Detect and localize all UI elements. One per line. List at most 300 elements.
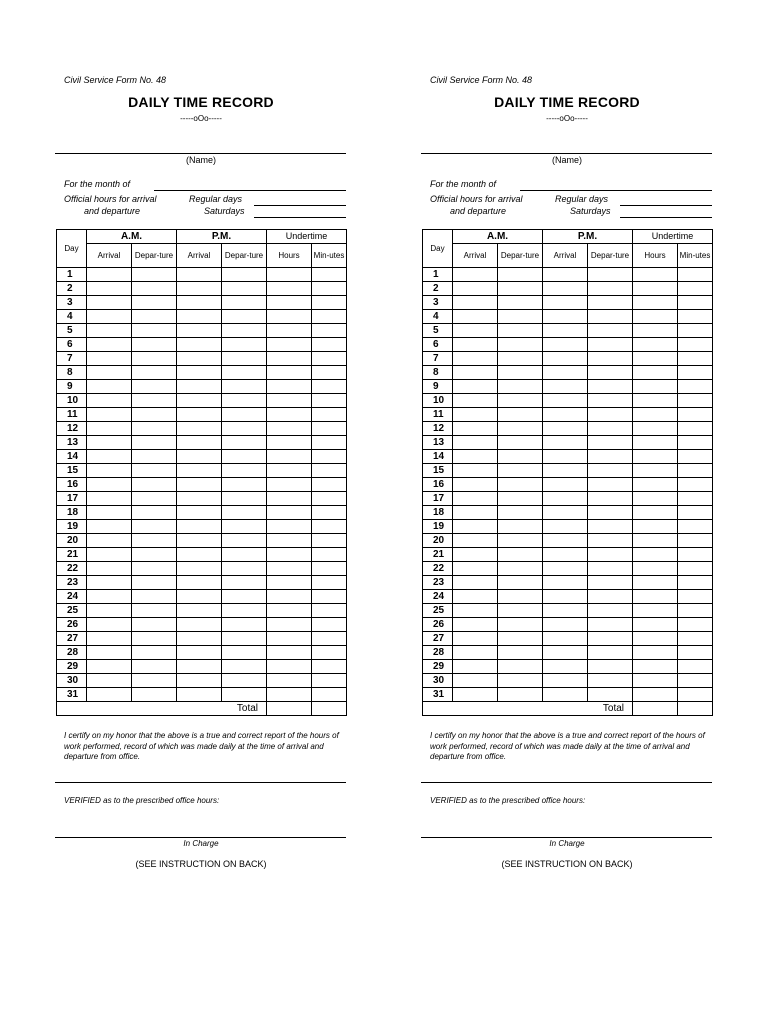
undertime-hours-cell[interactable] — [267, 534, 312, 548]
pm-departure-cell[interactable] — [588, 324, 633, 338]
undertime-minutes-cell[interactable] — [678, 380, 713, 394]
am-departure-cell[interactable] — [498, 492, 543, 506]
am-departure-cell[interactable] — [498, 282, 543, 296]
pm-arrival-cell[interactable] — [177, 492, 222, 506]
undertime-minutes-cell[interactable] — [678, 324, 713, 338]
undertime-minutes-cell[interactable] — [678, 394, 713, 408]
undertime-hours-cell[interactable] — [267, 380, 312, 394]
undertime-minutes-cell[interactable] — [678, 590, 713, 604]
am-arrival-cell[interactable] — [453, 268, 498, 282]
am-arrival-cell[interactable] — [453, 450, 498, 464]
undertime-minutes-cell[interactable] — [312, 688, 347, 702]
am-departure-cell[interactable] — [132, 436, 177, 450]
pm-departure-cell[interactable] — [588, 548, 633, 562]
undertime-hours-cell[interactable] — [267, 562, 312, 576]
am-arrival-cell[interactable] — [87, 646, 132, 660]
pm-arrival-cell[interactable] — [543, 324, 588, 338]
pm-departure-cell[interactable] — [588, 380, 633, 394]
undertime-minutes-cell[interactable] — [678, 478, 713, 492]
pm-arrival-cell[interactable] — [543, 646, 588, 660]
undertime-hours-cell[interactable] — [633, 632, 678, 646]
pm-arrival-cell[interactable] — [543, 520, 588, 534]
undertime-hours-cell[interactable] — [267, 660, 312, 674]
pm-arrival-cell[interactable] — [543, 562, 588, 576]
undertime-hours-cell[interactable] — [267, 408, 312, 422]
undertime-hours-cell[interactable] — [633, 478, 678, 492]
pm-arrival-cell[interactable] — [543, 632, 588, 646]
pm-departure-cell[interactable] — [222, 296, 267, 310]
am-arrival-cell[interactable] — [87, 464, 132, 478]
undertime-minutes-cell[interactable] — [678, 436, 713, 450]
total-minutes-cell[interactable] — [678, 702, 713, 716]
pm-departure-cell[interactable] — [222, 380, 267, 394]
am-departure-cell[interactable] — [132, 380, 177, 394]
signature-line[interactable] — [421, 782, 712, 783]
undertime-minutes-cell[interactable] — [312, 422, 347, 436]
am-departure-cell[interactable] — [498, 632, 543, 646]
pm-departure-cell[interactable] — [588, 338, 633, 352]
pm-arrival-cell[interactable] — [543, 296, 588, 310]
undertime-minutes-cell[interactable] — [678, 268, 713, 282]
pm-arrival-cell[interactable] — [177, 296, 222, 310]
undertime-minutes-cell[interactable] — [678, 660, 713, 674]
pm-arrival-cell[interactable] — [177, 464, 222, 478]
am-departure-cell[interactable] — [132, 562, 177, 576]
pm-departure-cell[interactable] — [222, 422, 267, 436]
undertime-hours-cell[interactable] — [267, 688, 312, 702]
am-departure-cell[interactable] — [132, 268, 177, 282]
am-departure-cell[interactable] — [498, 310, 543, 324]
undertime-hours-cell[interactable] — [267, 282, 312, 296]
am-arrival-cell[interactable] — [87, 352, 132, 366]
am-arrival-cell[interactable] — [453, 436, 498, 450]
am-departure-cell[interactable] — [132, 590, 177, 604]
undertime-minutes-cell[interactable] — [678, 632, 713, 646]
pm-departure-cell[interactable] — [222, 604, 267, 618]
am-departure-cell[interactable] — [498, 646, 543, 660]
am-arrival-cell[interactable] — [453, 520, 498, 534]
pm-arrival-cell[interactable] — [543, 688, 588, 702]
am-departure-cell[interactable] — [132, 310, 177, 324]
pm-departure-cell[interactable] — [588, 366, 633, 380]
am-departure-cell[interactable] — [498, 688, 543, 702]
am-arrival-cell[interactable] — [453, 352, 498, 366]
am-arrival-cell[interactable] — [87, 338, 132, 352]
am-departure-cell[interactable] — [132, 338, 177, 352]
am-arrival-cell[interactable] — [453, 590, 498, 604]
undertime-minutes-cell[interactable] — [312, 604, 347, 618]
am-departure-cell[interactable] — [498, 436, 543, 450]
am-arrival-cell[interactable] — [87, 408, 132, 422]
undertime-hours-cell[interactable] — [633, 492, 678, 506]
am-arrival-cell[interactable] — [87, 660, 132, 674]
am-arrival-cell[interactable] — [87, 506, 132, 520]
undertime-minutes-cell[interactable] — [312, 338, 347, 352]
undertime-hours-cell[interactable] — [267, 506, 312, 520]
am-arrival-cell[interactable] — [87, 632, 132, 646]
undertime-minutes-cell[interactable] — [678, 282, 713, 296]
am-arrival-cell[interactable] — [87, 548, 132, 562]
pm-arrival-cell[interactable] — [543, 576, 588, 590]
pm-arrival-cell[interactable] — [543, 422, 588, 436]
undertime-minutes-cell[interactable] — [312, 674, 347, 688]
am-departure-cell[interactable] — [498, 520, 543, 534]
pm-departure-cell[interactable] — [588, 268, 633, 282]
am-arrival-cell[interactable] — [453, 366, 498, 380]
pm-departure-cell[interactable] — [588, 562, 633, 576]
undertime-hours-cell[interactable] — [267, 352, 312, 366]
name-field-line[interactable] — [55, 153, 346, 154]
undertime-minutes-cell[interactable] — [678, 688, 713, 702]
pm-arrival-cell[interactable] — [543, 436, 588, 450]
pm-arrival-cell[interactable] — [177, 366, 222, 380]
am-departure-cell[interactable] — [498, 478, 543, 492]
am-arrival-cell[interactable] — [87, 310, 132, 324]
pm-departure-cell[interactable] — [222, 632, 267, 646]
am-departure-cell[interactable] — [132, 450, 177, 464]
undertime-hours-cell[interactable] — [267, 422, 312, 436]
pm-arrival-cell[interactable] — [543, 618, 588, 632]
am-arrival-cell[interactable] — [87, 296, 132, 310]
total-hours-cell[interactable] — [267, 702, 312, 716]
am-departure-cell[interactable] — [498, 324, 543, 338]
pm-arrival-cell[interactable] — [177, 548, 222, 562]
undertime-hours-cell[interactable] — [633, 324, 678, 338]
undertime-minutes-cell[interactable] — [312, 394, 347, 408]
am-arrival-cell[interactable] — [87, 520, 132, 534]
undertime-minutes-cell[interactable] — [678, 548, 713, 562]
undertime-minutes-cell[interactable] — [678, 338, 713, 352]
pm-departure-cell[interactable] — [222, 352, 267, 366]
am-departure-cell[interactable] — [132, 408, 177, 422]
undertime-minutes-cell[interactable] — [678, 604, 713, 618]
undertime-hours-cell[interactable] — [633, 576, 678, 590]
pm-arrival-cell[interactable] — [543, 534, 588, 548]
am-arrival-cell[interactable] — [87, 604, 132, 618]
pm-arrival-cell[interactable] — [177, 576, 222, 590]
pm-departure-cell[interactable] — [588, 478, 633, 492]
undertime-hours-cell[interactable] — [633, 338, 678, 352]
am-departure-cell[interactable] — [132, 464, 177, 478]
pm-arrival-cell[interactable] — [543, 380, 588, 394]
undertime-hours-cell[interactable] — [267, 366, 312, 380]
pm-departure-cell[interactable] — [222, 646, 267, 660]
pm-departure-cell[interactable] — [222, 310, 267, 324]
undertime-hours-cell[interactable] — [267, 576, 312, 590]
month-field-line[interactable] — [154, 190, 346, 191]
undertime-minutes-cell[interactable] — [312, 590, 347, 604]
am-departure-cell[interactable] — [498, 450, 543, 464]
undertime-minutes-cell[interactable] — [678, 506, 713, 520]
pm-departure-cell[interactable] — [222, 464, 267, 478]
pm-departure-cell[interactable] — [588, 660, 633, 674]
am-arrival-cell[interactable] — [87, 366, 132, 380]
undertime-hours-cell[interactable] — [267, 618, 312, 632]
pm-departure-cell[interactable] — [588, 394, 633, 408]
pm-arrival-cell[interactable] — [177, 422, 222, 436]
undertime-minutes-cell[interactable] — [678, 296, 713, 310]
undertime-minutes-cell[interactable] — [312, 366, 347, 380]
pm-departure-cell[interactable] — [588, 352, 633, 366]
am-departure-cell[interactable] — [498, 352, 543, 366]
am-departure-cell[interactable] — [132, 492, 177, 506]
undertime-minutes-cell[interactable] — [678, 646, 713, 660]
pm-departure-cell[interactable] — [588, 590, 633, 604]
pm-departure-cell[interactable] — [222, 590, 267, 604]
undertime-hours-cell[interactable] — [267, 590, 312, 604]
undertime-hours-cell[interactable] — [267, 296, 312, 310]
pm-departure-cell[interactable] — [588, 604, 633, 618]
pm-arrival-cell[interactable] — [177, 338, 222, 352]
am-arrival-cell[interactable] — [453, 492, 498, 506]
undertime-minutes-cell[interactable] — [678, 310, 713, 324]
undertime-hours-cell[interactable] — [633, 436, 678, 450]
am-arrival-cell[interactable] — [453, 408, 498, 422]
undertime-hours-cell[interactable] — [633, 296, 678, 310]
pm-departure-cell[interactable] — [588, 674, 633, 688]
undertime-hours-cell[interactable] — [633, 394, 678, 408]
am-arrival-cell[interactable] — [453, 562, 498, 576]
pm-departure-cell[interactable] — [222, 450, 267, 464]
undertime-minutes-cell[interactable] — [678, 520, 713, 534]
undertime-hours-cell[interactable] — [267, 324, 312, 338]
am-arrival-cell[interactable] — [87, 324, 132, 338]
undertime-minutes-cell[interactable] — [312, 450, 347, 464]
am-arrival-cell[interactable] — [87, 562, 132, 576]
undertime-hours-cell[interactable] — [633, 590, 678, 604]
pm-departure-cell[interactable] — [222, 492, 267, 506]
undertime-minutes-cell[interactable] — [312, 478, 347, 492]
undertime-hours-cell[interactable] — [633, 366, 678, 380]
am-departure-cell[interactable] — [132, 352, 177, 366]
am-arrival-cell[interactable] — [87, 590, 132, 604]
undertime-minutes-cell[interactable] — [312, 352, 347, 366]
am-departure-cell[interactable] — [132, 688, 177, 702]
am-departure-cell[interactable] — [498, 604, 543, 618]
undertime-minutes-cell[interactable] — [678, 408, 713, 422]
pm-arrival-cell[interactable] — [543, 464, 588, 478]
pm-departure-cell[interactable] — [588, 688, 633, 702]
am-departure-cell[interactable] — [498, 576, 543, 590]
am-arrival-cell[interactable] — [453, 548, 498, 562]
pm-departure-cell[interactable] — [588, 450, 633, 464]
pm-arrival-cell[interactable] — [543, 492, 588, 506]
pm-arrival-cell[interactable] — [177, 394, 222, 408]
am-departure-cell[interactable] — [498, 618, 543, 632]
pm-departure-cell[interactable] — [222, 436, 267, 450]
regular-days-field-line[interactable] — [620, 205, 712, 206]
am-departure-cell[interactable] — [132, 520, 177, 534]
pm-arrival-cell[interactable] — [177, 646, 222, 660]
undertime-minutes-cell[interactable] — [312, 408, 347, 422]
pm-arrival-cell[interactable] — [177, 282, 222, 296]
am-arrival-cell[interactable] — [453, 618, 498, 632]
undertime-hours-cell[interactable] — [267, 394, 312, 408]
am-arrival-cell[interactable] — [453, 310, 498, 324]
undertime-hours-cell[interactable] — [633, 548, 678, 562]
am-arrival-cell[interactable] — [453, 324, 498, 338]
undertime-hours-cell[interactable] — [633, 562, 678, 576]
am-arrival-cell[interactable] — [87, 268, 132, 282]
pm-departure-cell[interactable] — [588, 646, 633, 660]
undertime-hours-cell[interactable] — [267, 632, 312, 646]
pm-departure-cell[interactable] — [222, 282, 267, 296]
undertime-hours-cell[interactable] — [267, 310, 312, 324]
am-arrival-cell[interactable] — [87, 450, 132, 464]
pm-arrival-cell[interactable] — [177, 310, 222, 324]
am-departure-cell[interactable] — [132, 422, 177, 436]
undertime-hours-cell[interactable] — [633, 604, 678, 618]
pm-departure-cell[interactable] — [222, 548, 267, 562]
pm-arrival-cell[interactable] — [543, 450, 588, 464]
pm-arrival-cell[interactable] — [543, 338, 588, 352]
pm-arrival-cell[interactable] — [177, 268, 222, 282]
pm-departure-cell[interactable] — [222, 660, 267, 674]
am-arrival-cell[interactable] — [453, 632, 498, 646]
pm-arrival-cell[interactable] — [177, 562, 222, 576]
pm-arrival-cell[interactable] — [543, 674, 588, 688]
am-departure-cell[interactable] — [132, 534, 177, 548]
pm-arrival-cell[interactable] — [177, 590, 222, 604]
regular-days-field-line[interactable] — [254, 205, 346, 206]
pm-departure-cell[interactable] — [588, 492, 633, 506]
pm-arrival-cell[interactable] — [177, 632, 222, 646]
pm-arrival-cell[interactable] — [177, 380, 222, 394]
total-minutes-cell[interactable] — [312, 702, 347, 716]
pm-departure-cell[interactable] — [588, 282, 633, 296]
undertime-minutes-cell[interactable] — [678, 422, 713, 436]
pm-arrival-cell[interactable] — [177, 660, 222, 674]
undertime-minutes-cell[interactable] — [312, 646, 347, 660]
undertime-minutes-cell[interactable] — [312, 436, 347, 450]
am-arrival-cell[interactable] — [453, 296, 498, 310]
pm-arrival-cell[interactable] — [543, 548, 588, 562]
undertime-hours-cell[interactable] — [633, 450, 678, 464]
am-arrival-cell[interactable] — [87, 394, 132, 408]
am-departure-cell[interactable] — [132, 296, 177, 310]
undertime-minutes-cell[interactable] — [312, 310, 347, 324]
am-departure-cell[interactable] — [498, 394, 543, 408]
am-arrival-cell[interactable] — [453, 688, 498, 702]
in-charge-signature-line[interactable] — [55, 837, 346, 838]
am-arrival-cell[interactable] — [453, 282, 498, 296]
undertime-minutes-cell[interactable] — [312, 632, 347, 646]
pm-arrival-cell[interactable] — [177, 534, 222, 548]
pm-arrival-cell[interactable] — [177, 324, 222, 338]
am-arrival-cell[interactable] — [453, 380, 498, 394]
am-departure-cell[interactable] — [498, 338, 543, 352]
undertime-hours-cell[interactable] — [633, 520, 678, 534]
undertime-hours-cell[interactable] — [633, 534, 678, 548]
am-departure-cell[interactable] — [498, 590, 543, 604]
am-arrival-cell[interactable] — [87, 436, 132, 450]
am-arrival-cell[interactable] — [453, 478, 498, 492]
undertime-hours-cell[interactable] — [633, 380, 678, 394]
undertime-hours-cell[interactable] — [633, 310, 678, 324]
pm-arrival-cell[interactable] — [177, 674, 222, 688]
undertime-hours-cell[interactable] — [633, 408, 678, 422]
undertime-minutes-cell[interactable] — [678, 492, 713, 506]
pm-departure-cell[interactable] — [222, 688, 267, 702]
am-arrival-cell[interactable] — [453, 422, 498, 436]
pm-arrival-cell[interactable] — [543, 478, 588, 492]
am-arrival-cell[interactable] — [453, 338, 498, 352]
pm-arrival-cell[interactable] — [177, 604, 222, 618]
pm-departure-cell[interactable] — [222, 562, 267, 576]
undertime-minutes-cell[interactable] — [312, 660, 347, 674]
am-arrival-cell[interactable] — [87, 618, 132, 632]
am-arrival-cell[interactable] — [87, 534, 132, 548]
undertime-minutes-cell[interactable] — [312, 618, 347, 632]
undertime-minutes-cell[interactable] — [312, 576, 347, 590]
am-departure-cell[interactable] — [498, 268, 543, 282]
pm-arrival-cell[interactable] — [177, 450, 222, 464]
pm-departure-cell[interactable] — [222, 576, 267, 590]
am-departure-cell[interactable] — [132, 366, 177, 380]
undertime-hours-cell[interactable] — [267, 436, 312, 450]
am-arrival-cell[interactable] — [453, 464, 498, 478]
undertime-minutes-cell[interactable] — [312, 506, 347, 520]
pm-departure-cell[interactable] — [222, 324, 267, 338]
undertime-hours-cell[interactable] — [267, 338, 312, 352]
undertime-hours-cell[interactable] — [633, 422, 678, 436]
undertime-minutes-cell[interactable] — [312, 268, 347, 282]
am-departure-cell[interactable] — [132, 394, 177, 408]
pm-arrival-cell[interactable] — [543, 660, 588, 674]
pm-departure-cell[interactable] — [588, 436, 633, 450]
month-field-line[interactable] — [520, 190, 712, 191]
am-departure-cell[interactable] — [498, 506, 543, 520]
pm-arrival-cell[interactable] — [177, 436, 222, 450]
undertime-minutes-cell[interactable] — [312, 464, 347, 478]
in-charge-signature-line[interactable] — [421, 837, 712, 838]
am-departure-cell[interactable] — [132, 618, 177, 632]
undertime-hours-cell[interactable] — [267, 478, 312, 492]
undertime-minutes-cell[interactable] — [678, 366, 713, 380]
am-arrival-cell[interactable] — [87, 674, 132, 688]
undertime-hours-cell[interactable] — [633, 268, 678, 282]
undertime-hours-cell[interactable] — [267, 492, 312, 506]
pm-arrival-cell[interactable] — [177, 478, 222, 492]
am-departure-cell[interactable] — [498, 562, 543, 576]
pm-arrival-cell[interactable] — [543, 268, 588, 282]
am-arrival-cell[interactable] — [453, 674, 498, 688]
am-departure-cell[interactable] — [498, 660, 543, 674]
am-departure-cell[interactable] — [498, 422, 543, 436]
pm-arrival-cell[interactable] — [543, 506, 588, 520]
pm-arrival-cell[interactable] — [543, 310, 588, 324]
pm-arrival-cell[interactable] — [543, 408, 588, 422]
pm-departure-cell[interactable] — [588, 422, 633, 436]
pm-departure-cell[interactable] — [222, 394, 267, 408]
am-arrival-cell[interactable] — [87, 422, 132, 436]
pm-departure-cell[interactable] — [222, 408, 267, 422]
pm-departure-cell[interactable] — [222, 268, 267, 282]
am-departure-cell[interactable] — [498, 366, 543, 380]
am-arrival-cell[interactable] — [87, 282, 132, 296]
am-departure-cell[interactable] — [498, 548, 543, 562]
undertime-minutes-cell[interactable] — [678, 534, 713, 548]
am-arrival-cell[interactable] — [453, 394, 498, 408]
pm-departure-cell[interactable] — [588, 576, 633, 590]
am-arrival-cell[interactable] — [453, 660, 498, 674]
am-arrival-cell[interactable] — [453, 506, 498, 520]
undertime-hours-cell[interactable] — [633, 282, 678, 296]
total-hours-cell[interactable] — [633, 702, 678, 716]
pm-arrival-cell[interactable] — [543, 604, 588, 618]
pm-arrival-cell[interactable] — [177, 618, 222, 632]
pm-departure-cell[interactable] — [222, 674, 267, 688]
